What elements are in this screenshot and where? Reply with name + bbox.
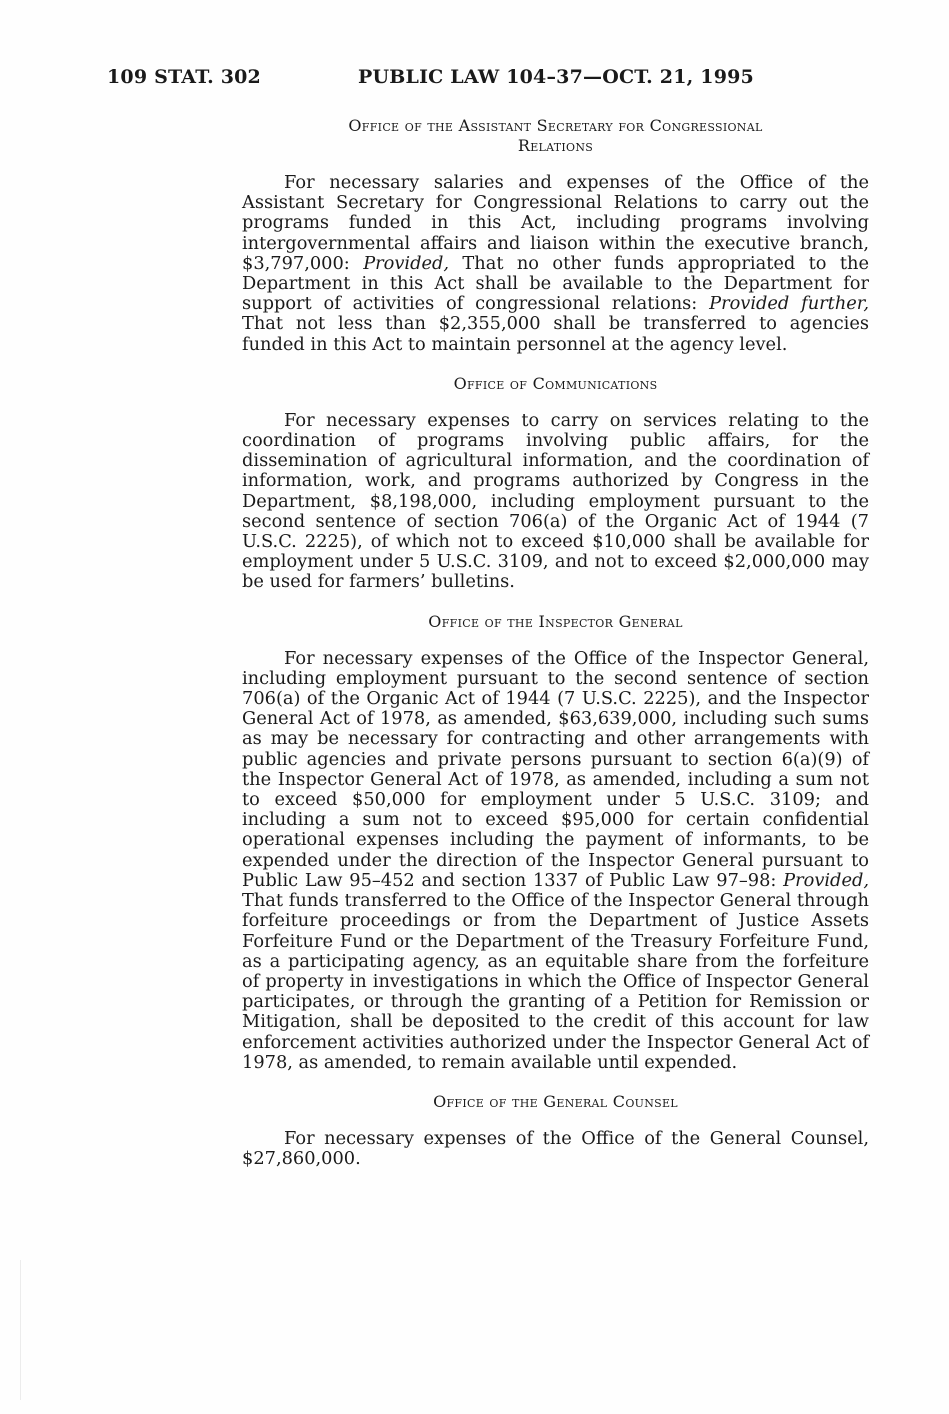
running-head: [107, 66, 767, 92]
paragraph-congressional-relations: [242, 173, 869, 355]
italic-proviso: Provided,: [783, 869, 869, 891]
italic-proviso: Provided further,: [709, 293, 869, 315]
section-heading-general-counsel: Office of the General Counsel: [433, 1091, 678, 1111]
section-heading-communications: Office of Communications: [453, 373, 658, 393]
paragraph-text: That not less than $2,355,000 shall be transferred to agencies funded in this Act to maintain personnel at the agency level.: [242, 313, 869, 355]
public-law-date: PUBLIC LAW 104–37—OCT. 21, 1995: [358, 66, 754, 88]
section-heading-line: Relations: [517, 136, 594, 155]
paragraph-text: That no other funds appropriated to the Department in this Act shall be available to the Department for support of activities of congressional relations:: [242, 252, 869, 315]
document-body: [242, 116, 869, 1169]
scan-edge-mark: [20, 1260, 21, 1400]
paragraph-text: For necessary expenses of the Office of the Inspector General, including employment pursuant to the second sentence of section 706(a) of the Organic Act of 1944 (7 U.S.C. 2225), and the Inspector General Act of 1978, as amended, $63,639,000, including such sums as may be necessary for contracting and other arrangements with public agencies and private persons pursuant to section 6(a)(9) of the Inspector General Act of 1978, as amended, including a sum not to exceed $50,000 for employment under 5 U.S.C. 3109; and including a sum not to exceed $95,000 for certain confidential operational expenses including the payment of informants, to be expended under the direction of the Inspector General pursuant to Public Law 95–452 and section 1337 of Public Law 97–98:: [242, 647, 869, 891]
paragraph-inspector-general: [242, 649, 869, 1073]
section-heading-congressional-relations: [242, 116, 869, 156]
paragraph-text: For necessary salaries and expenses of the Office of the Assistant Secretary for Congressional Relations to carry out the programs funded in this Act, including programs involving intergovernmental affairs and liaison within the executive branch, $3,797,000:: [242, 172, 869, 274]
italic-proviso: Provided,: [363, 252, 450, 274]
paragraph-text: That funds transferred to the Office of the Inspector General through forfeiture proceedings or from the Department of Justice Assets Forfeiture Fund or the Department of the Treasury Forfeiture Fund, as a participating agency, as an equitable share from the forfeiture of property in investigations in which the Office of Inspector General participates, or through the granting of a Petition for Remission or Mitigation, shall be deposited to the credit of this account for law enforcement activities authorized under the Inspector General Act of 1978, as amended, to remain available until expended.: [242, 890, 869, 1073]
statute-page-number: 109 STAT. 302: [107, 66, 261, 88]
section-heading-inspector-general: Office of the Inspector General: [428, 611, 683, 631]
section-heading-line: Office of the Assistant Secretary for Congressional: [348, 116, 763, 135]
paragraph-communications: For necessary expenses to carry on services relating to the coordination of programs involving public affairs, for the dissemination of agricultural information, and the coordination of information, work, and programs authorized by Congress in the Department, $8,198,000, including employment pursuant to the second sentence of section 706(a) of the Organic Act of 1944 (7 U.S.C. 2225), of which not to exceed $10,000 shall be available for employment under 5 U.S.C. 3109, and not to exceed $2,000,000 may be used for farmers’ bulletins.: [242, 409, 869, 593]
paragraph-general-counsel: For necessary expenses of the Office of the General Counsel, $27,860,000.: [242, 1127, 869, 1170]
